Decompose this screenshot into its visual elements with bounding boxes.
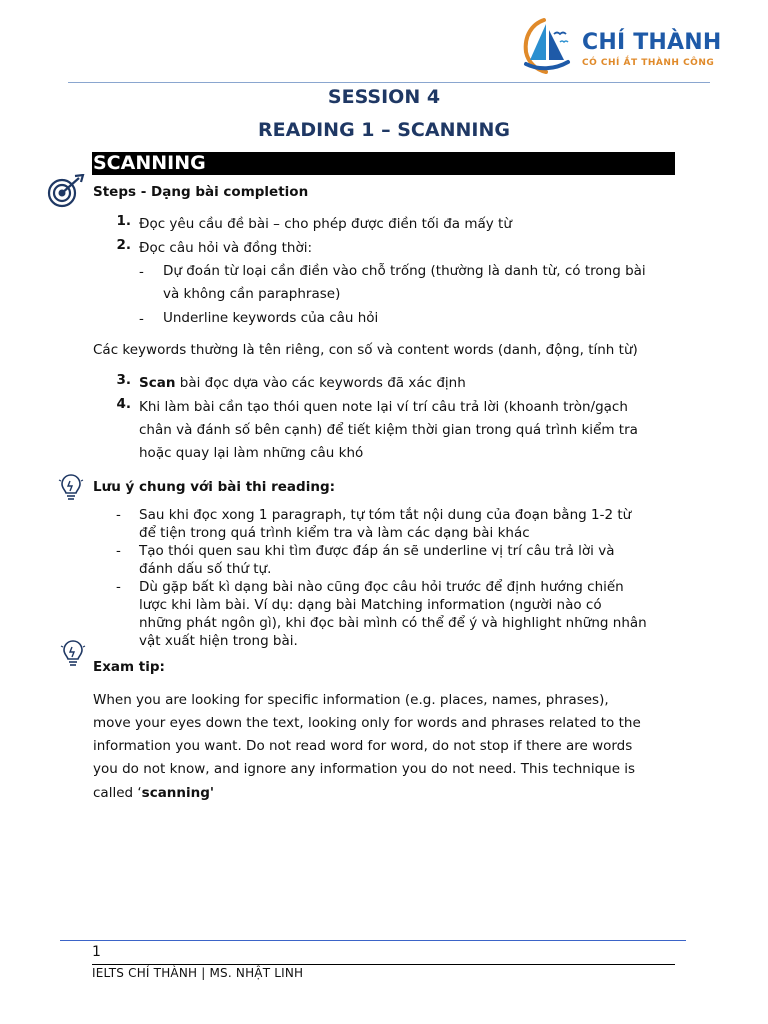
steps-title: Steps - Dạng bài completion: [93, 184, 309, 200]
notes-title: Lưu ý chung với bài thi reading:: [93, 479, 336, 495]
substep-text: Underline keywords của câu hỏi: [163, 310, 379, 326]
note-line: để tiện trong quá trình kiểm tra và làm các dạng bài khác: [139, 525, 530, 541]
note-line: lược khi làm bài. Ví dụ: dạng bài Matching information (người nào có: [139, 597, 602, 613]
step-bold: Scan: [139, 375, 176, 391]
note-line: Sau khi đọc xong 1 paragraph, tự tóm tắt nội dung của đoạn bằng 1-2 từ: [139, 507, 632, 523]
step-number: 4.: [116, 396, 131, 412]
step-text: [139, 372, 466, 395]
exam-tip-prefix: called ‘: [93, 785, 142, 801]
step-rest: bài đọc dựa vào các keywords đã xác định: [175, 375, 466, 391]
step-number: 3.: [116, 372, 131, 388]
note-line: vật xuất hiện trong bài.: [139, 633, 298, 649]
session-title: SESSION 4: [327, 86, 441, 108]
footer-text: IELTS CHÍ THÀNH | MS. NHẬT LINH: [92, 966, 304, 980]
step-text: Khi làm bài cần tạo thói quen note lại ví trí câu trả lời (khoanh tròn/gạch: [139, 399, 628, 415]
exam-tip-title: Exam tip:: [93, 659, 165, 675]
step-text: Đọc yêu cầu đề bài – cho phép được điền tối đa mấy từ: [139, 216, 512, 232]
bullet-dash: -: [139, 264, 144, 280]
lightbulb-icon: [58, 472, 84, 504]
step-text: chân và đánh số bên cạnh) để tiết kiệm thời gian trong quá trình kiểm tra: [139, 422, 638, 438]
step-text: Đọc câu hỏi và đồng thời:: [139, 240, 313, 256]
footer-divider: [60, 940, 686, 941]
note-line: những phát ngôn gì), khi đọc bài mình có thể để ý và highlight những nhân: [139, 615, 647, 631]
exam-tip-line: [93, 782, 214, 805]
bullet-dash: -: [139, 311, 144, 327]
brand-name: CHÍ THÀNH: [582, 30, 722, 55]
note-line: đánh dấu số thứ tự.: [139, 561, 272, 577]
exam-tip-line: information you want. Do not read word for word, do not stop if there are words: [93, 738, 633, 754]
exam-tip-line: move your eyes down the text, looking only for words and phrases related to the: [93, 715, 641, 731]
reading-title: READING 1 – SCANNING: [258, 119, 510, 141]
section-heading: SCANNING: [92, 152, 675, 175]
step-text: hoặc quay lại làm những câu khó: [139, 445, 364, 461]
step-number: 2.: [116, 237, 131, 253]
brand-text: [582, 30, 721, 68]
target-arrow-icon: [47, 174, 85, 210]
bullet-dash: -: [116, 579, 121, 595]
keywords-note: Các keywords thường là tên riêng, con số và content words (danh, động, tính từ): [93, 342, 638, 358]
bullet-dash: -: [116, 543, 121, 559]
exam-tip-line: you do not know, and ignore any information you do not need. This technique is: [93, 761, 636, 777]
footer-rule: [92, 964, 675, 965]
brand-tagline: CÓ CHÍ ẮT THÀNH CÔNG: [582, 58, 715, 68]
step-number: 1.: [116, 213, 131, 229]
note-line: Tạo thói quen sau khi tìm được đáp án sẽ underline vị trí câu trả lời và: [139, 543, 615, 559]
bullet-dash: -: [116, 507, 121, 523]
exam-tip-line: When you are looking for specific information (e.g. places, names, phrases),: [93, 692, 609, 708]
substep-text: Dự đoán từ loại cần điền vào chỗ trống (thường là danh từ, có trong bài: [163, 263, 646, 279]
page-number: 1: [92, 944, 101, 960]
lightbulb-icon: [60, 638, 86, 670]
note-line: Dù gặp bất kì dạng bài nào cũng đọc câu hỏi trước để định hướng chiến: [139, 579, 624, 595]
header-divider: [68, 82, 710, 83]
sailboat-logo-icon: [514, 14, 578, 78]
substep-text: và không cần paraphrase): [163, 286, 341, 302]
exam-tip-bold: scanning': [141, 785, 215, 801]
